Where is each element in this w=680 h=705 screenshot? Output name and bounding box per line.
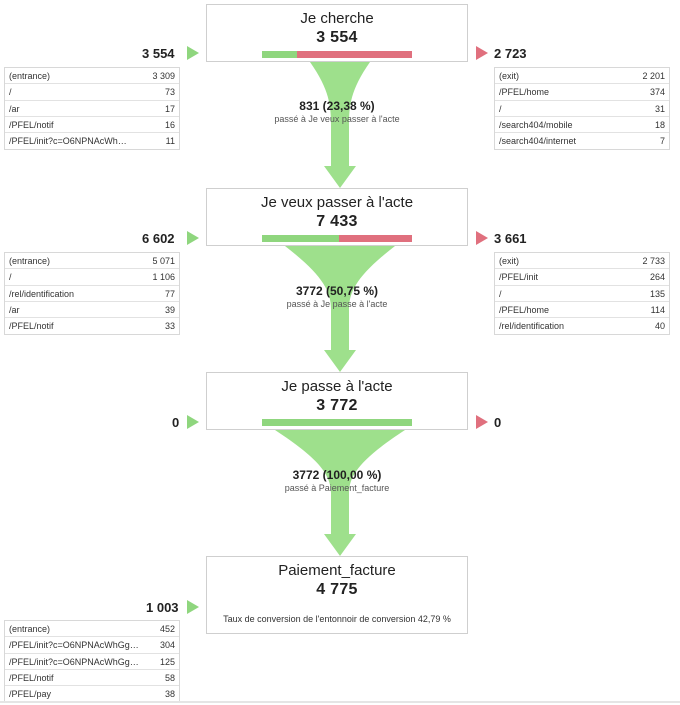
entries-count: 1 003 (146, 600, 179, 615)
table-row[interactable]: (entrance) 3 309 (5, 68, 179, 84)
flow-count: 3772 (100,00 %) (292, 468, 382, 482)
step-count: 3 772 (316, 397, 358, 414)
table-row[interactable]: / 1 106 (5, 269, 179, 285)
exits-table (494, 67, 670, 150)
sources-table (4, 67, 180, 150)
entry-arrow-icon (187, 46, 199, 60)
step-title: Je veux passer à l'acte (260, 194, 414, 211)
table-row[interactable]: (exit) 2 733 (495, 253, 669, 269)
table-row[interactable]: /PFEL/init?c=O6NPNAcWhGg… 125 (5, 654, 179, 670)
table-row[interactable]: /PFEL/notif 58 (5, 670, 179, 686)
bar-exited (339, 235, 413, 242)
table-row[interactable]: (exit) 2 201 (495, 68, 669, 84)
flow-caption: passé à Je veux passer à l'acte (274, 114, 400, 124)
bar-continued (262, 235, 339, 242)
step-box-je-veux-passer-a-lacte[interactable] (206, 188, 468, 246)
table-row[interactable]: /search404/mobile 18 (495, 117, 669, 133)
step-count: 7 433 (316, 213, 358, 230)
step-box-je-cherche[interactable] (206, 4, 468, 62)
step-box-je-passe-a-lacte[interactable] (206, 372, 468, 430)
bar-exited (297, 51, 413, 58)
table-row[interactable]: /PFEL/init 264 (495, 269, 669, 285)
table-row[interactable]: /rel/identification 40 (499, 321, 665, 332)
flow-label (237, 284, 437, 309)
exits-count[interactable]: 0 (494, 415, 502, 430)
flow-label (237, 468, 437, 493)
table-row[interactable]: / 73 (5, 84, 179, 100)
sources-table (4, 252, 180, 335)
exit-arrow-icon (476, 46, 488, 60)
funnel-shape (285, 246, 395, 372)
table-row[interactable]: /PFEL/pay 38 (9, 689, 175, 700)
step-bar (262, 235, 412, 242)
flow-caption: passé à Paiement_facture (284, 483, 390, 493)
table-row[interactable]: /PFEL/home 114 (495, 302, 669, 318)
exits-count[interactable]: 3 661 (494, 231, 527, 246)
table-row[interactable]: /PFEL/init?c=O6NPNAcWhGg… 304 (5, 637, 179, 653)
table-row[interactable]: / 31 (495, 101, 669, 117)
table-row[interactable]: /ar 39 (5, 302, 179, 318)
funnel-shape (275, 430, 405, 556)
step-box-paiement-facture[interactable] (206, 556, 468, 634)
flow-label (237, 99, 437, 124)
table-row[interactable]: /PFEL/init?c=O6NPNAcWh… 11 (9, 136, 175, 147)
exits-table (494, 252, 670, 335)
table-row[interactable]: (entrance) 5 071 (5, 253, 179, 269)
entry-arrow-icon (187, 600, 199, 614)
funnel-flow-1 (310, 62, 370, 188)
table-row[interactable]: /PFEL/notif 33 (9, 321, 175, 332)
table-row[interactable]: (entrance) 452 (5, 621, 179, 637)
flow-caption: passé à Je passe à l'acte (286, 299, 388, 309)
sources-table (4, 620, 180, 703)
bar-continued (262, 51, 297, 58)
flow-count: 3772 (50,75 %) (295, 284, 379, 298)
step-title: Je cherche (300, 10, 374, 27)
table-row[interactable]: /search404/internet 7 (499, 136, 665, 147)
divider (0, 701, 680, 703)
conversion-rate: Taux de conversion de l'entonnoir de conversion 42,79 % (223, 614, 451, 624)
funnel-shape (310, 62, 370, 188)
table-row[interactable]: /ar 17 (5, 101, 179, 117)
table-row[interactable]: /rel/identification 77 (5, 286, 179, 302)
funnel-flow-2 (285, 246, 395, 372)
bar-continued (262, 419, 412, 426)
entries-count: 0 (172, 415, 180, 430)
entries-count: 3 554 (142, 46, 175, 61)
funnel-flow-3 (275, 430, 405, 556)
table-row[interactable]: /PFEL/notif 16 (5, 117, 179, 133)
exits-count[interactable]: 2 723 (494, 46, 527, 61)
step-title: Paiement_facture (278, 562, 396, 579)
step-count: 3 554 (316, 29, 358, 46)
step-bar (262, 419, 412, 426)
table-row[interactable]: / 135 (495, 286, 669, 302)
entry-arrow-icon (187, 415, 199, 429)
flow-count: 831 (23,38 %) (299, 99, 375, 113)
exit-arrow-icon (476, 415, 488, 429)
table-row[interactable]: /PFEL/home 374 (495, 84, 669, 100)
step-title: Je passe à l'acte (281, 378, 393, 395)
step-bar (262, 51, 412, 58)
entry-arrow-icon (187, 231, 199, 245)
step-count: 4 775 (316, 581, 358, 598)
entries-count: 6 602 (142, 231, 175, 246)
exit-arrow-icon (476, 231, 488, 245)
